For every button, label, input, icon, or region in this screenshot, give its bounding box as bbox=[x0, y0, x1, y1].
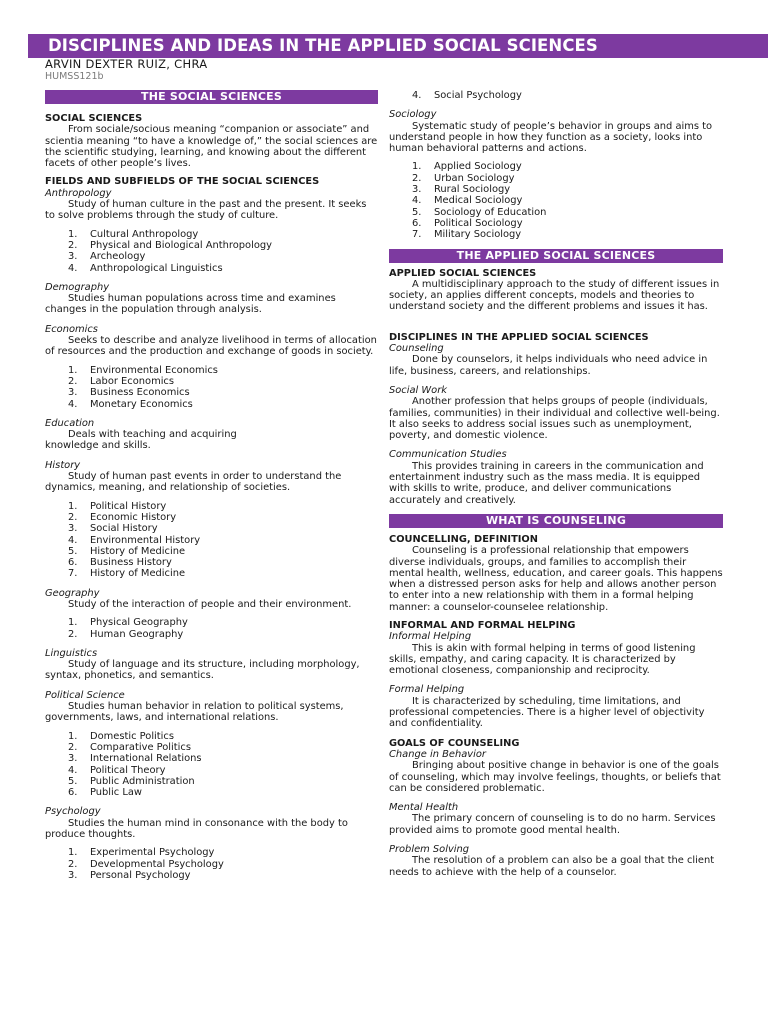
list-item: 2. Economic History bbox=[68, 511, 177, 523]
banner-what-is-counseling: WHAT IS COUNSELING bbox=[389, 514, 723, 528]
social-sciences-body: From sociale/socious meaning “companion or associate” and scientia meaning “to have a knowledge of,” the social sciences are the scientific studying, learning, and knowing about the different facets of other people’s lives. bbox=[45, 124, 378, 170]
education-title: Education bbox=[45, 417, 95, 429]
disciplines-heading: DISCIPLINES IN THE APPLIED SOCIAL SCIENCES bbox=[389, 331, 649, 343]
list-item: 5. History of Medicine bbox=[68, 545, 186, 557]
list-item: 7. History of Medicine bbox=[68, 568, 186, 580]
list-item: 3. Business Economics bbox=[68, 387, 190, 399]
list-item: 4. Political Theory bbox=[68, 764, 166, 776]
linguistics-desc: Study of language and its structure, including morphology, syntax, phonetics, and semantics. bbox=[45, 659, 360, 682]
history-desc: Study of human past events in order to understand the dynamics, meaning, and relationship of societies. bbox=[45, 471, 342, 494]
formal-helping-title: Formal Helping bbox=[389, 684, 465, 696]
fields-heading: FIELDS AND SUBFIELDS OF THE SOCIAL SCIENCES bbox=[45, 176, 320, 188]
list-item: 5. Public Administration bbox=[68, 775, 195, 787]
left-column bbox=[45, 90, 378, 881]
document-title: DISCIPLINES AND IDEAS IN THE APPLIED SOCIAL SCIENCES bbox=[48, 36, 598, 55]
political-science-title: Political Science bbox=[45, 689, 125, 701]
change-behavior-desc: Bringing about positive change in behavior is one of the goals of counseling, which may involve feelings, thoughts, or beliefs that can be considered problematic. bbox=[389, 760, 721, 794]
social-work-title: Social Work bbox=[389, 384, 448, 396]
communication-title: Communication Studies bbox=[389, 449, 507, 461]
list-item: 4. Monetary Economics bbox=[68, 398, 193, 410]
list-item: 3. International Relations bbox=[68, 753, 202, 765]
list-item: 2. Developmental Psychology bbox=[68, 858, 224, 870]
title-bar bbox=[28, 34, 768, 58]
mental-health-title: Mental Health bbox=[389, 802, 459, 814]
psychology-desc: Studies the human mind in consonance with the body to produce thoughts. bbox=[45, 817, 348, 841]
banner-social-sciences: THE SOCIAL SCIENCES bbox=[45, 90, 378, 104]
list-item: 6. Political Sociology bbox=[412, 217, 523, 229]
list-item: 4. Environmental History bbox=[68, 534, 201, 546]
anthropology-list bbox=[45, 229, 378, 274]
geography-title: Geography bbox=[45, 587, 100, 599]
list-item: 3. Personal Psychology bbox=[68, 869, 191, 881]
counseling-title: Counseling bbox=[389, 343, 444, 355]
psychology-list bbox=[45, 847, 378, 881]
list-item: 3. Rural Sociology bbox=[412, 184, 511, 196]
list-item: 1. Domestic Politics bbox=[68, 730, 174, 742]
economics-desc: Seeks to describe and analyze livelihood in terms of allocation of resources and the production and exchange of goods in society. bbox=[45, 335, 377, 358]
problem-solving-desc: The resolution of a problem can also be a goal that the client needs to achieve with the help of a counselor. bbox=[389, 855, 715, 878]
list-item: 1. Applied Sociology bbox=[412, 161, 522, 173]
author-name: ARVIN DEXTER RUIZ, CHRA bbox=[45, 57, 208, 71]
definition-heading: COUNCELLING, DEFINITION bbox=[389, 533, 538, 545]
right-column bbox=[389, 90, 723, 878]
demography-title: Demography bbox=[45, 281, 110, 293]
list-item: 2. Urban Sociology bbox=[412, 172, 515, 184]
sociology-title: Sociology bbox=[389, 109, 437, 121]
counseling-desc: Done by counselors, it helps individuals who need advice in life, business, careers, and relationships. bbox=[389, 354, 708, 377]
political-science-list bbox=[45, 731, 378, 799]
sociology-desc: Systematic study of people’s behavior in groups and aims to understand people in how they function as a society, looks into human behavioral patterns and actions. bbox=[389, 120, 713, 155]
list-item: 1. Environmental Economics bbox=[68, 364, 218, 376]
list-item: 3. Social History bbox=[68, 523, 158, 535]
change-behavior-title: Change in Behavior bbox=[389, 748, 486, 760]
education-desc-line1: Deals with teaching and acquiring bbox=[68, 429, 237, 441]
geography-list bbox=[45, 617, 378, 640]
sociology-list bbox=[389, 161, 723, 240]
informal-helping-desc: This is akin with formal helping in terms of good listening skills, empathy, and caring capacity. It is characterized by emotional closeness, companionship and reciprocity. bbox=[389, 642, 696, 677]
list-item: 4. Anthropological Linguistics bbox=[68, 262, 223, 274]
social-sciences-heading: SOCIAL SCIENCES bbox=[45, 113, 143, 124]
formal-helping-desc: It is characterized by scheduling, time limitations, and professional competencies. There is a higher level of objectivity and confidentiality. bbox=[389, 695, 705, 730]
political-science-desc: Studies human behavior in relation to political systems, governments, laws, and international relations. bbox=[45, 701, 344, 724]
informal-helping-title: Informal Helping bbox=[389, 631, 472, 643]
history-list bbox=[45, 501, 378, 580]
list-item: 3. Archeology bbox=[68, 251, 146, 263]
demography-desc: Studies human populations across time and examines changes in the population through analysis. bbox=[45, 293, 336, 316]
linguistics-title: Linguistics bbox=[45, 647, 98, 659]
banner-applied-social-sciences: THE APPLIED SOCIAL SCIENCES bbox=[389, 249, 723, 263]
list-item: 2. Labor Economics bbox=[68, 375, 175, 387]
history-title: History bbox=[45, 459, 81, 471]
list-item: 4. Medical Sociology bbox=[412, 195, 523, 207]
anthropology-title: Anthropology bbox=[45, 187, 112, 199]
economics-list bbox=[45, 365, 378, 410]
psychology-list-continued bbox=[389, 90, 723, 101]
list-item: 6. Public Law bbox=[68, 787, 142, 799]
list-item: 4. Social Psychology bbox=[412, 90, 522, 101]
psychology-title: Psychology bbox=[45, 806, 101, 818]
mental-health-desc: The primary concern of counseling is to do no harm. Services provided aims to promote good mental health. bbox=[389, 813, 716, 836]
list-item: 6. Business History bbox=[68, 557, 172, 569]
problem-solving-title: Problem Solving bbox=[389, 844, 470, 856]
definition-body: Counseling is a professional relationship that empowers diverse individuals, groups, and families to accomplish their mental health, wellness, education, and career goals. This happens when a distressed person asks for help and allows another person to enter into a new relationship with them in a formal helping manner: a counselor-counselee relationship. bbox=[389, 545, 723, 613]
list-item: 2. Physical and Biological Anthropology bbox=[68, 239, 272, 251]
economics-title: Economics bbox=[45, 323, 98, 335]
geography-desc: Study of the interaction of people and their environment. bbox=[68, 598, 352, 610]
communication-desc: This provides training in careers in the communication and entertainment industry such as the mass media. It is equipped with skills to write, produce, and deliver communications accurately and creatively. bbox=[389, 460, 704, 506]
social-work-desc: Another profession that helps groups of people (individuals, families, communities) in their individual and collective well-being. It also seeks to address social issues such as unemployment, poverty, and domestic violence. bbox=[389, 396, 720, 442]
anthropology-desc: Study of human culture in the past and the present. It seeks to solve problems through the study of culture. bbox=[45, 199, 367, 222]
education-desc-line2: knowledge and skills. bbox=[45, 440, 151, 452]
list-item: 1. Experimental Psychology bbox=[68, 847, 215, 859]
helping-heading: INFORMAL AND FORMAL HELPING bbox=[389, 619, 576, 631]
list-item: 1. Cultural Anthropology bbox=[68, 228, 199, 240]
list-item: 2. Human Geography bbox=[68, 628, 184, 640]
list-item: 5. Sociology of Education bbox=[412, 206, 547, 218]
list-item: 1. Physical Geography bbox=[68, 617, 188, 629]
list-item: 1. Political History bbox=[68, 500, 167, 512]
applied-body: A multidisciplinary approach to the study of different issues in society, an applies different concepts, models and theories to understand society and the different problems and issues it has. bbox=[389, 278, 720, 313]
list-item: 7. Military Sociology bbox=[412, 229, 522, 241]
course-code: HUMSS121b bbox=[45, 71, 104, 82]
goals-heading: GOALS OF COUNSELING bbox=[389, 737, 520, 749]
list-item: 2. Comparative Politics bbox=[68, 741, 191, 753]
applied-heading: APPLIED SOCIAL SCIENCES bbox=[389, 267, 537, 279]
